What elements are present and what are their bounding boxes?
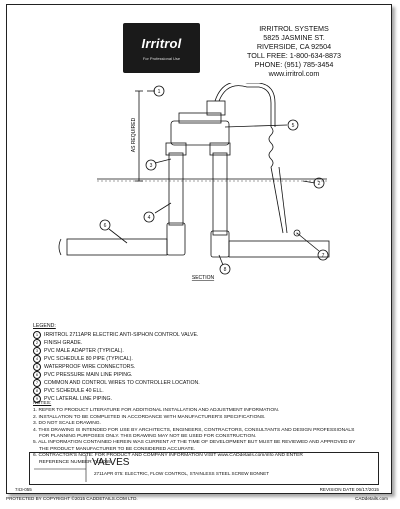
note-line: 1. REFER TO PRODUCT LITERATURE FOR ADDITIONAL INSTALLATION AND ADJUSTMENT INFORMATION. xyxy=(33,408,280,414)
note-line: FOR PLANNING PURPOSES ONLY. THIS DRAWING MAY NOT BE USED FOR CONSTRUCTION. xyxy=(39,434,257,440)
company-street: 5825 JASMINE ST. xyxy=(263,33,325,42)
inlet-riser xyxy=(169,153,183,225)
legend-text: WATERPROOF WIRE CONNECTORS. xyxy=(44,363,136,370)
legend-number: 3 xyxy=(33,347,41,355)
section-label: SECTION xyxy=(191,275,215,281)
reference-number: 743-055 xyxy=(15,487,32,492)
callout-9-label: 9 xyxy=(296,231,298,236)
company-website: www.irritrol.com xyxy=(268,69,320,78)
legend-item xyxy=(33,347,363,355)
logo-tagline: For Professional Use xyxy=(142,56,181,61)
note-line: REFERENCE NUMBER 743-055. xyxy=(39,459,113,465)
legend xyxy=(33,323,363,403)
callout-7-label: 7 xyxy=(321,253,325,259)
note-line: 3. DO NOT SCALE DRAWING. xyxy=(33,421,101,427)
callout-3-label: 3 xyxy=(149,163,153,169)
callout-6-label: 6 xyxy=(103,223,107,229)
callout-8-label: 8 xyxy=(223,267,227,273)
legend-heading: LEGEND: xyxy=(33,323,56,329)
legend-item xyxy=(33,339,363,347)
copyright-notice: PROTECTED BY COPYRIGHT ©2015 CADDETAILS.COM LTD. xyxy=(6,496,138,501)
note-line: THE PRODUCT MANUFACTURER TO BE CONSIDERED ACCURATE. xyxy=(39,446,196,452)
callout-2-label: 2 xyxy=(317,181,321,187)
legend-number: 6 xyxy=(33,371,41,379)
company-phone: PHONE: (951) 785-3454 xyxy=(254,60,334,69)
title-block xyxy=(29,452,379,485)
drawing-title: VALVES xyxy=(92,457,130,468)
control-wires xyxy=(271,167,283,233)
legend-number: 5 xyxy=(33,363,41,371)
revision-date: REVISION DATE 06/17/2015 xyxy=(319,487,379,492)
logo-wordmark: Irritrol xyxy=(141,36,182,51)
dimension-label: AS REQUIRED xyxy=(131,117,137,153)
legend-item xyxy=(33,355,363,363)
note-line: 4. THIS DRAWING IS INTENDED FOR USE BY ARCHITECTS, ENGINEERS, CONTRACTORS, CONSULTANTS AND DESIGN PROFESSIONALS xyxy=(33,427,355,433)
legend-item xyxy=(33,331,363,339)
note-line: 2. INSTALLATION TO BE COMPLETED IN ACCORDANCE WITH MANUFACTURER'S SPECIFICATIONS. xyxy=(33,414,266,420)
legend-text: IRRITROL 2711APR ELECTRIC ANTI-SIPHON CONTROL VALVE. xyxy=(44,331,199,338)
legend-text: COMMON AND CONTROL WIRES TO CONTROLLER LOCATION. xyxy=(44,379,200,386)
valve-body xyxy=(171,121,229,145)
legend-item xyxy=(33,387,363,395)
legend-text: PVC SCHEDULE 40 ELL. xyxy=(44,387,104,394)
legend-number: 8 xyxy=(33,387,41,395)
outlet-riser xyxy=(213,153,227,235)
legend-text: PVC LATERAL LINE PIPING. xyxy=(44,395,113,402)
drawing-sheet xyxy=(6,4,392,494)
site-credit: CADdetails.com xyxy=(355,496,388,501)
legend-item xyxy=(33,363,363,371)
callout-5-label: 5 xyxy=(291,123,295,129)
valve-bonnet xyxy=(179,113,221,123)
title-block-divider xyxy=(30,453,90,484)
legend-text: PVC PRESSURE MAIN LINE PIPING. xyxy=(44,371,133,378)
company-block xyxy=(229,24,359,78)
valve-section-drawing xyxy=(47,83,337,283)
company-city: RIVERSIDE, CA 92504 xyxy=(256,42,332,51)
legend-item xyxy=(33,379,363,387)
legend-number: 1 xyxy=(33,331,41,339)
inlet-ell xyxy=(167,223,185,255)
callout-1-label: 1 xyxy=(157,89,161,95)
note-line: 6. CONTRACTOR'S NOTE: FOR PRODUCT AND COMPANY INFORMATION VISIT www.CADdetails.com/info AND ENTER xyxy=(33,453,303,459)
company-name: IRRITROL SYSTEMS xyxy=(259,24,329,33)
legend-number: 4 xyxy=(33,355,41,363)
legend-number: 7 xyxy=(33,379,41,387)
lateral-pipe xyxy=(229,241,329,257)
legend-number: 9 xyxy=(33,395,41,403)
callout-4-label: 4 xyxy=(147,215,151,221)
legend-item xyxy=(33,371,363,379)
legend-number: 2 xyxy=(33,339,41,347)
wire-coil xyxy=(269,127,273,167)
note-line: 5. ALL INFORMATION CONTAINED HEREIN WAS CURRENT AT THE TIME OF DEVELOPMENT BUT MUST BE REVIEWED AND APPROVED BY xyxy=(33,440,356,446)
irritrol-logo xyxy=(123,23,200,73)
legend-text: FINISH GRADE. xyxy=(44,339,83,346)
notes-heading: NOTES: xyxy=(33,401,52,406)
company-toll-free: TOLL FREE: 1-800-634-8873 xyxy=(247,51,341,60)
drawing-subtitle: 2711APR 075: ELECTRIC, FLOW CONTROL, STAINLESS STEEL SCREW BONNET xyxy=(94,471,270,476)
legend-text: PVC MALE ADAPTER (TYPICAL). xyxy=(44,347,124,354)
pipe-break xyxy=(59,239,61,255)
legend-text: PVC SCHEDULE 80 PIPE (TYPICAL). xyxy=(44,355,133,362)
main-line-pipe xyxy=(67,239,167,255)
